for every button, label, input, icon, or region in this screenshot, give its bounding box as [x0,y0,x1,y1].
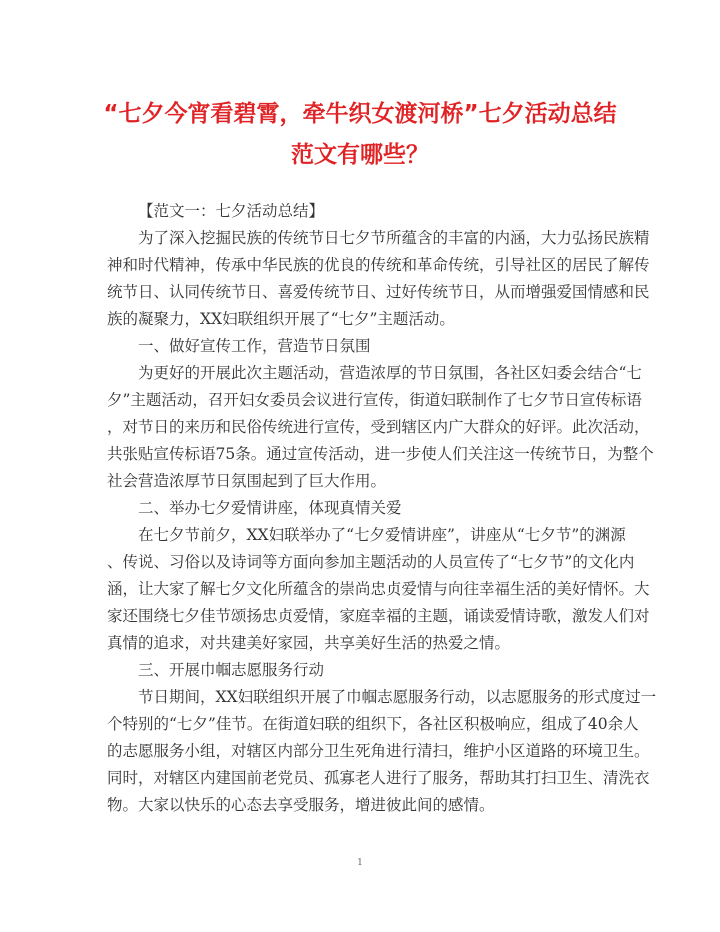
text-line: 家还围绕七夕佳节颂扬忠贞爱情，家庭幸福的主题，诵读爱情诗歌，激发人们对 [107,607,650,625]
document-title-line-2: 范文有哪些？ [291,142,429,168]
text-line: 真情的追求，对共建美好家园，共享美好生活的热爱之情。 [107,634,511,652]
text-line: 夕”主题活动，召开妇女委员会议进行宣传，街道妇联制作了七夕节日宣传标语 [107,391,642,409]
document-title-line-1: “七夕今宵看碧霄，牵牛织女渡河桥”七夕活动总结 [103,101,617,127]
text-line: 的志愿服务小组，对辖区内部分卫生死角进行清扫，维护小区道路的环境卫生。 [107,742,650,760]
section-heading: 【范文一：七夕活动总结】 [138,202,325,220]
text-line: 在七夕节前夕，XX妇联举办了“七夕爱情讲座”，讲座从“七夕节”的渊源 [138,526,626,544]
text-line: 为更好的开展此次主题活动，营造浓厚的节日氛围，各社区妇委会结合“七 [138,364,642,382]
subheading: 一、做好宣传工作，营造节日氛围 [138,337,371,355]
document-body [107,198,657,819]
text-line: 、传说、习俗以及诗词等方面向参加主题活动的人员宣传了“七夕节”的文化内 [107,553,635,571]
text-line: 共张贴宣传标语75条。通过宣传活动，进一步使人们关注这一传统节日，为整个 [107,445,654,463]
subheading: 二、举办七夕爱情讲座，体现真情关爱 [138,499,402,517]
text-line: 族的凝聚力，XX妇联组织开展了“七夕”主题活动。 [107,310,455,328]
text-line: 统节日、认同传统节日、喜爱传统节日、过好传统节日，从而增强爱国情感和民 [107,283,650,301]
subheading: 三、开展巾帼志愿服务行动 [138,661,325,679]
text-line: 物。大家以快乐的心态去享受服务，增进彼此间的感情。 [107,796,495,814]
text-line: 神和时代精神，传承中华民族的优良的传统和革命传统，引导社区的居民了解传 [107,256,650,274]
text-line: ，对节日的来历和民俗传统进行宣传，受到辖区内广大群众的好评。此次活动， [107,418,650,436]
text-line: 节日期间，XX妇联组织开展了巾帼志愿服务行动，以志愿服务的形式度过一 [138,688,657,706]
text-line: 同时，对辖区内建国前老党员、孤寡老人进行了服务，帮助其打扫卫生、清洗衣 [107,769,650,787]
text-line: 为了深入挖掘民族的传统节日七夕节所蕴含的丰富的内涵，大力弘扬民族精 [138,229,650,247]
text-line: 社会营造浓厚节日氛围起到了巨大作用。 [107,472,387,490]
text-line: 个特别的“七夕”佳节。在街道妇联的组织下，各社区积极响应，组成了40余人 [107,715,639,733]
text-line: 涵，让大家了解七夕文化所蕴含的崇尚忠贞爱情与向往幸福生活的美好情怀。大 [107,580,650,598]
page-number: 1 [357,858,363,868]
